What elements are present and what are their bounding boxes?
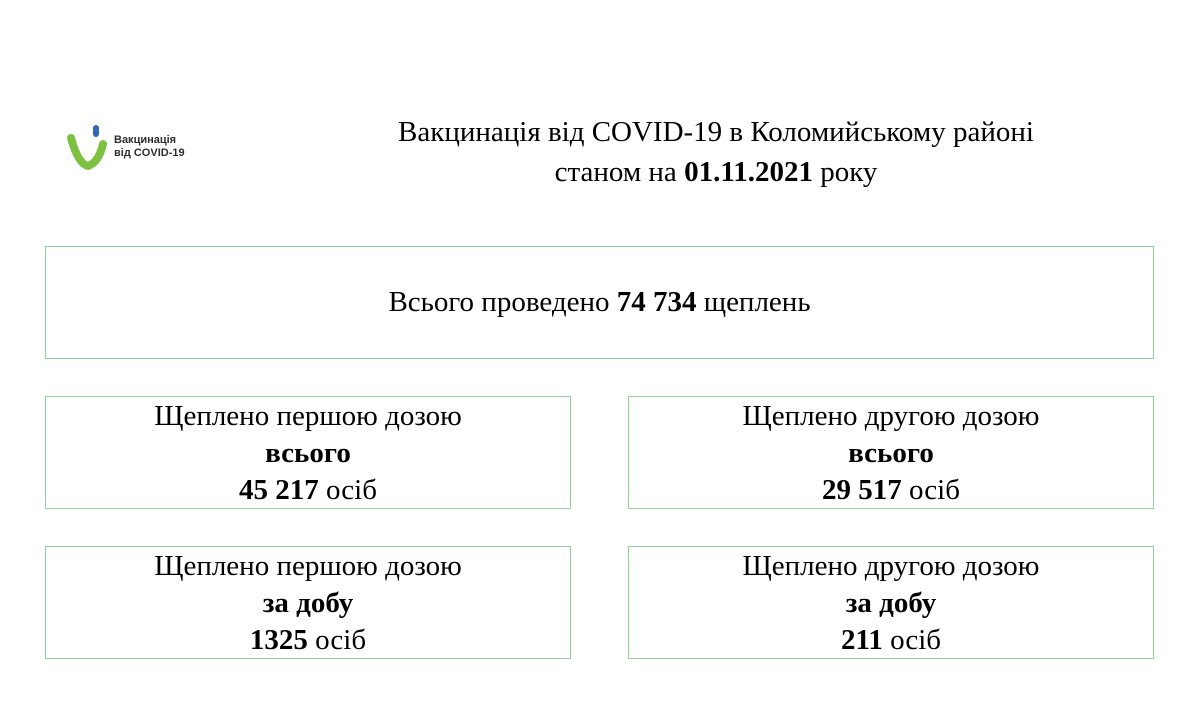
title-line-1: Вакцинація від COVID-19 в Коломийському районі — [398, 116, 1034, 148]
stat-period: всього — [265, 437, 351, 469]
logo-line-1: Вакцинація — [114, 134, 177, 146]
stat-heading: Щеплено першою дозою — [154, 550, 462, 582]
stat-unit: осіб — [326, 474, 377, 506]
stat-value: 45 217 — [239, 474, 319, 506]
title-date-suffix: року — [820, 156, 878, 188]
vaccination-logo — [66, 122, 185, 172]
stat-unit: осіб — [909, 474, 960, 506]
stat-heading: Щеплено другою дозою — [742, 400, 1040, 432]
second-dose-daily-box — [628, 546, 1154, 659]
first-dose-daily-box — [45, 546, 571, 659]
vaccination-logo-icon — [66, 122, 112, 172]
stat-value: 211 — [840, 624, 883, 656]
logo-line-2: від COVID-19 — [114, 147, 185, 159]
page-title — [310, 112, 1122, 192]
stat-period: за добу — [845, 587, 937, 619]
title-date-prefix: станом на — [554, 156, 677, 188]
stat-period: за добу — [262, 587, 354, 619]
stat-count — [629, 472, 1153, 509]
stat-heading: Щеплено першою дозою — [154, 400, 462, 432]
stat-value: 1325 — [249, 624, 308, 656]
total-suffix: щеплень — [703, 286, 811, 318]
title-line-2 — [310, 152, 1122, 192]
logo-text — [114, 134, 185, 160]
stat-unit: осіб — [890, 624, 942, 656]
total-vaccinations-box — [45, 246, 1154, 359]
first-dose-total-box — [45, 396, 571, 509]
stat-count — [46, 472, 570, 509]
stat-value: 29 517 — [822, 474, 902, 506]
stat-period: всього — [848, 437, 934, 469]
stat-count — [629, 622, 1153, 659]
stat-count — [46, 622, 570, 659]
total-vaccinations-text — [388, 286, 810, 319]
stat-heading: Щеплено другою дозою — [742, 550, 1040, 582]
total-prefix: Всього проведено — [388, 286, 610, 318]
report-date: 01.11.2021 — [684, 156, 813, 188]
second-dose-total-box — [628, 396, 1154, 509]
stat-unit: осіб — [315, 624, 367, 656]
total-value: 74 734 — [616, 286, 697, 318]
